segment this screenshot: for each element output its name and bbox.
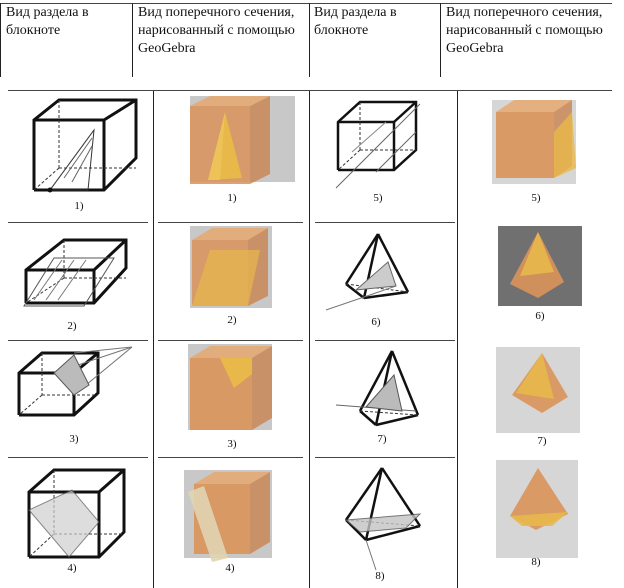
- geogebra-render-1: [160, 92, 305, 212]
- header-divider-2: [132, 3, 133, 77]
- caption-geogebra-4: 4): [225, 562, 235, 574]
- notebook-sketch-8: [316, 462, 454, 586]
- notebook-sketch-4: [14, 462, 144, 582]
- row-line-10: [315, 457, 455, 458]
- notebook-sketch-2: [14, 228, 144, 338]
- notebook-sketch-5: [316, 92, 454, 212]
- caption-geogebra-2: 2): [227, 314, 237, 326]
- notebook-sketch-7: [316, 345, 454, 453]
- body-divider-2: [309, 90, 310, 588]
- notebook-sketch-6: [316, 226, 454, 338]
- caption-7: 7): [377, 433, 387, 445]
- geogebra-render-4: [160, 462, 305, 584]
- row-line-8: [158, 457, 303, 458]
- caption-8: 8): [375, 570, 385, 582]
- header-col1: Вид раздела в блокноте: [6, 5, 89, 38]
- row-line-7: [8, 457, 148, 458]
- caption-geogebra-6: 6): [535, 310, 545, 322]
- caption-2: 2): [67, 320, 77, 332]
- caption-3: 3): [69, 433, 79, 445]
- header-col4: Вид поперечного сечения, нарисованный с помощью GeoGebra: [446, 5, 603, 56]
- geogebra-render-5: [468, 92, 613, 212]
- header-divider-4: [440, 3, 441, 77]
- caption-1: 1): [74, 200, 84, 212]
- header-col2: Вид поперечного сечения, нарисованный с помощью GeoGebra: [138, 5, 295, 56]
- caption-5: 5): [373, 192, 383, 204]
- caption-geogebra-5: 5): [531, 192, 541, 204]
- geogebra-render-8: [496, 460, 580, 584]
- row-line-9: [315, 340, 455, 341]
- body-divider-3: [457, 90, 458, 588]
- caption-geogebra-1: 1): [227, 192, 237, 204]
- geogebra-render-2: [160, 226, 305, 336]
- row-line-4: [315, 222, 455, 223]
- geogebra-render-6: [490, 226, 590, 336]
- header-col3: Вид раздела в блокноте: [314, 5, 397, 38]
- notebook-sketch-1: [14, 90, 144, 215]
- notebook-sketch-3: [14, 345, 144, 453]
- row-line-6: [158, 340, 303, 341]
- caption-6: 6): [371, 316, 381, 328]
- caption-geogebra-3: 3): [227, 438, 237, 450]
- caption-geogebra-8: 8): [531, 556, 541, 568]
- geogebra-render-7: [494, 345, 588, 453]
- row-line-2: [8, 222, 148, 223]
- geogebra-render-3: [160, 344, 305, 456]
- header-divider-1: [0, 3, 1, 77]
- header-divider-3: [309, 3, 310, 77]
- row-line-3: [158, 222, 303, 223]
- caption-geogebra-7: 7): [537, 435, 547, 447]
- caption-4: 4): [67, 562, 77, 574]
- row-line-5: [8, 340, 148, 341]
- body-divider-1: [153, 90, 154, 588]
